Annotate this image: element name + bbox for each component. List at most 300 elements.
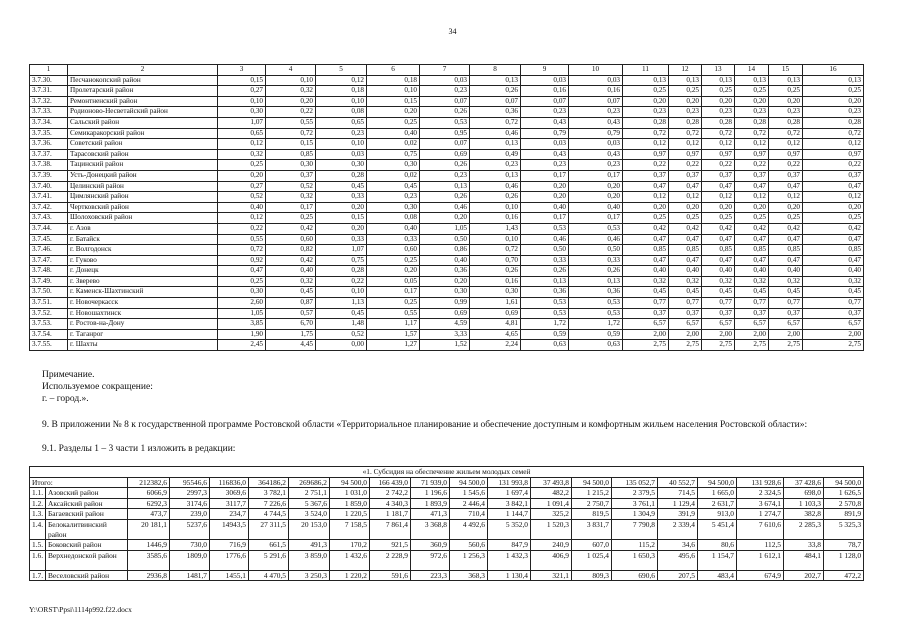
value-cell: 0,72 bbox=[769, 128, 803, 139]
value-cell: 560,6 bbox=[450, 540, 488, 551]
value-cell: 0,32 bbox=[769, 276, 803, 287]
row-number: 3.7.44. bbox=[30, 223, 68, 234]
value-cell: 0,45 bbox=[669, 287, 702, 298]
value-cell: 20 181,1 bbox=[128, 519, 170, 539]
value-cell: 0,40 bbox=[769, 266, 803, 277]
value-cell: 0,42 bbox=[735, 223, 769, 234]
value-cell: 3 761,1 bbox=[612, 498, 658, 509]
value-cell: 78,7 bbox=[824, 540, 864, 551]
value-cell: 0,37 bbox=[623, 170, 669, 181]
value-cell: 0,26 bbox=[521, 266, 569, 277]
value-cell: 0,12 bbox=[702, 192, 735, 203]
value-cell: 0,12 bbox=[623, 139, 669, 150]
value-cell: 0,22 bbox=[702, 160, 735, 171]
value-cell: 0,63 bbox=[521, 340, 569, 351]
value-cell: 0,53 bbox=[569, 223, 623, 234]
value-cell: 0,30 bbox=[218, 107, 266, 118]
row-number: 3.7.55. bbox=[30, 340, 68, 351]
value-cell: 382,8 bbox=[784, 509, 824, 520]
value-cell: 0,47 bbox=[623, 255, 669, 266]
value-cell: 0,30 bbox=[218, 287, 266, 298]
value-cell: 0,20 bbox=[420, 276, 470, 287]
value-cell: 0,20 bbox=[521, 181, 569, 192]
value-cell: 0,53 bbox=[569, 298, 623, 309]
value-cell: 2,75 bbox=[623, 340, 669, 351]
value-cell: 0,26 bbox=[420, 160, 470, 171]
value-cell: 0,40 bbox=[623, 266, 669, 277]
value-cell: 0,33 bbox=[316, 234, 367, 245]
note-abbreviation-label: Используемое сокращение: bbox=[42, 382, 153, 392]
value-cell: 2936,8 bbox=[128, 570, 170, 581]
row-number: 3.7.52. bbox=[30, 308, 68, 319]
value-cell: 0,33 bbox=[316, 192, 367, 203]
column-number: 10 bbox=[569, 65, 623, 76]
value-cell: 0,25 bbox=[218, 160, 266, 171]
district-name: г. Каменск-Шахтинский bbox=[68, 287, 218, 298]
value-cell: 809,3 bbox=[572, 570, 612, 581]
value-cell: 0,32 bbox=[218, 149, 266, 160]
value-cell: 0,12 bbox=[218, 139, 266, 150]
value-cell: 166 439,0 bbox=[370, 477, 411, 488]
value-cell: 0,23 bbox=[470, 160, 521, 171]
value-cell: 0,43 bbox=[521, 149, 569, 160]
value-cell: 3,85 bbox=[218, 319, 266, 330]
value-cell: 0,30 bbox=[470, 287, 521, 298]
value-cell: 0,13 bbox=[803, 75, 864, 86]
value-cell: 1,07 bbox=[218, 117, 266, 128]
district-name: Родионово-Несветайский район bbox=[68, 107, 218, 118]
value-cell: 2,60 bbox=[218, 298, 266, 309]
column-number: 4 bbox=[266, 65, 316, 76]
value-cell: 1 274,7 bbox=[737, 509, 784, 520]
value-cell: 716,9 bbox=[210, 540, 249, 551]
value-cell: 0,87 bbox=[266, 298, 316, 309]
district-name: Песчанокопский район bbox=[68, 75, 218, 86]
value-cell: 0,72 bbox=[669, 128, 702, 139]
value-cell: 0,47 bbox=[702, 181, 735, 192]
value-cell: 0,42 bbox=[623, 223, 669, 234]
value-cell: 0,32 bbox=[623, 276, 669, 287]
value-cell: 20 153,0 bbox=[289, 519, 330, 539]
value-cell: 6,57 bbox=[769, 319, 803, 330]
value-cell: 0,10 bbox=[470, 202, 521, 213]
value-cell: 0,43 bbox=[569, 117, 623, 128]
table-row bbox=[30, 498, 864, 509]
row-number: 3.7.50. bbox=[30, 287, 68, 298]
value-cell: 0,25 bbox=[735, 86, 769, 97]
row-number: 3.7.51. bbox=[30, 298, 68, 309]
value-cell: 0,40 bbox=[735, 266, 769, 277]
value-cell: 0,26 bbox=[420, 192, 470, 203]
value-cell: 0,10 bbox=[367, 86, 420, 97]
value-cell: 2997,3 bbox=[170, 488, 210, 499]
value-cell: 0,15 bbox=[218, 75, 266, 86]
value-cell: 1455,1 bbox=[210, 570, 249, 581]
value-cell: 0,75 bbox=[367, 149, 420, 160]
value-cell: 0,55 bbox=[218, 234, 266, 245]
value-cell: 0,50 bbox=[420, 234, 470, 245]
value-cell: 1776,6 bbox=[210, 550, 249, 570]
value-cell: 0,79 bbox=[521, 128, 569, 139]
value-cell: 0,22 bbox=[769, 160, 803, 171]
value-cell: 1,48 bbox=[316, 319, 367, 330]
district-name: Шолоховский район bbox=[68, 213, 218, 224]
value-cell: 0,72 bbox=[470, 245, 521, 256]
value-cell: 0,25 bbox=[769, 86, 803, 97]
value-cell: 674,9 bbox=[737, 570, 784, 581]
value-cell: 2,24 bbox=[470, 340, 521, 351]
value-cell: 0,25 bbox=[367, 298, 420, 309]
value-cell: 0,50 bbox=[521, 245, 569, 256]
value-cell: 0,13 bbox=[470, 170, 521, 181]
value-cell: 0,30 bbox=[420, 287, 470, 298]
value-cell: 239,0 bbox=[170, 509, 210, 520]
value-cell: 0,17 bbox=[266, 202, 316, 213]
value-cell: 690,6 bbox=[612, 570, 658, 581]
value-cell: 0,42 bbox=[669, 223, 702, 234]
value-cell: 0,46 bbox=[470, 181, 521, 192]
value-cell: 94 500,0 bbox=[450, 477, 488, 488]
value-cell: 0,22 bbox=[623, 160, 669, 171]
value-cell: 0,77 bbox=[735, 298, 769, 309]
value-cell: 0,52 bbox=[266, 181, 316, 192]
value-cell: 0,86 bbox=[420, 245, 470, 256]
value-cell: 0,30 bbox=[367, 160, 420, 171]
value-cell: 0,17 bbox=[521, 213, 569, 224]
table-row bbox=[30, 245, 864, 256]
value-cell: 0,08 bbox=[316, 107, 367, 118]
value-cell: 0,72 bbox=[702, 128, 735, 139]
value-cell: 0,07 bbox=[521, 96, 569, 107]
row-number: 3.7.41. bbox=[30, 192, 68, 203]
value-cell: 0,60 bbox=[266, 234, 316, 245]
value-cell: 0,40 bbox=[266, 266, 316, 277]
value-cell: 0,28 bbox=[316, 266, 367, 277]
value-cell: 0,22 bbox=[266, 107, 316, 118]
value-cell: 37 493,8 bbox=[531, 477, 572, 488]
value-cell: 0,37 bbox=[702, 308, 735, 319]
value-cell: 0,30 bbox=[367, 202, 420, 213]
value-cell: 0,23 bbox=[702, 107, 735, 118]
value-cell: 0,25 bbox=[669, 86, 702, 97]
total-row bbox=[30, 477, 864, 488]
value-cell: 0,13 bbox=[569, 276, 623, 287]
value-cell: 0,20 bbox=[521, 192, 569, 203]
value-cell: 2,75 bbox=[702, 340, 735, 351]
subsidy-table bbox=[29, 466, 864, 581]
value-cell: 0,46 bbox=[420, 202, 470, 213]
table-row bbox=[30, 96, 864, 107]
value-cell: 0,47 bbox=[803, 255, 864, 266]
value-cell: 0,23 bbox=[735, 107, 769, 118]
value-cell: 1 154,7 bbox=[698, 550, 737, 570]
value-cell: 2 631,7 bbox=[698, 498, 737, 509]
value-cell: 698,0 bbox=[784, 488, 824, 499]
value-cell: 3 524,0 bbox=[289, 509, 330, 520]
value-cell: 0,25 bbox=[367, 255, 420, 266]
value-cell: 0,85 bbox=[803, 245, 864, 256]
value-cell: 0,42 bbox=[702, 223, 735, 234]
table-row bbox=[30, 540, 864, 551]
district-name: Тацинский район bbox=[68, 160, 218, 171]
column-number: 8 bbox=[470, 65, 521, 76]
row-number: 1.6. bbox=[30, 550, 46, 570]
value-cell: 661,5 bbox=[249, 540, 289, 551]
value-cell: 0,22 bbox=[735, 160, 769, 171]
value-cell: 0,97 bbox=[735, 149, 769, 160]
table-row bbox=[30, 128, 864, 139]
table-row bbox=[30, 75, 864, 86]
value-cell: 325,2 bbox=[531, 509, 572, 520]
value-cell: 0,13 bbox=[702, 75, 735, 86]
value-cell: 0,42 bbox=[769, 223, 803, 234]
value-cell: 471,3 bbox=[411, 509, 450, 520]
file-path-footer: Y:\ORST\Ppsi\1114p992.f22.docx bbox=[29, 605, 132, 614]
row-number: 3.7.48. bbox=[30, 266, 68, 277]
value-cell: 0,02 bbox=[367, 170, 420, 181]
value-cell: 0,03 bbox=[569, 139, 623, 150]
value-cell: 0,20 bbox=[735, 96, 769, 107]
value-cell: 484,1 bbox=[784, 550, 824, 570]
value-cell: 207,5 bbox=[658, 570, 698, 581]
value-cell: 3 782,1 bbox=[249, 488, 289, 499]
value-cell: 0,23 bbox=[521, 107, 569, 118]
value-cell: 1 220,5 bbox=[330, 509, 370, 520]
value-cell: 0,20 bbox=[769, 202, 803, 213]
value-cell: 0,26 bbox=[470, 86, 521, 97]
table-header-row bbox=[30, 65, 864, 76]
value-cell: 0,47 bbox=[769, 181, 803, 192]
district-name: Семикаракорский район bbox=[68, 128, 218, 139]
value-cell: 0,23 bbox=[803, 107, 864, 118]
value-cell: 0,45 bbox=[803, 287, 864, 298]
district-name: Азовский район bbox=[46, 488, 128, 499]
row-number: 3.7.35. bbox=[30, 128, 68, 139]
value-cell: 1 144,7 bbox=[488, 509, 531, 520]
value-cell: 2,45 bbox=[218, 340, 266, 351]
value-cell: 6066,9 bbox=[128, 488, 170, 499]
value-cell: 131 993,8 bbox=[488, 477, 531, 488]
value-cell: 0,25 bbox=[769, 213, 803, 224]
district-name: г. Батайск bbox=[68, 234, 218, 245]
value-cell: 2,00 bbox=[769, 329, 803, 340]
value-cell: 0,33 bbox=[367, 234, 420, 245]
table-row bbox=[30, 308, 864, 319]
value-cell: 7 158,5 bbox=[330, 519, 370, 539]
value-cell: 0,53 bbox=[521, 223, 569, 234]
value-cell: 4 470,5 bbox=[249, 570, 289, 581]
value-cell: 6,57 bbox=[623, 319, 669, 330]
value-cell: 0,47 bbox=[769, 234, 803, 245]
value-cell: 0,18 bbox=[316, 86, 367, 97]
value-cell: 0,13 bbox=[420, 181, 470, 192]
value-cell: 6,57 bbox=[669, 319, 702, 330]
value-cell: 0,17 bbox=[521, 170, 569, 181]
value-cell: 0,23 bbox=[420, 170, 470, 181]
table-row bbox=[30, 223, 864, 234]
value-cell: 0,23 bbox=[569, 160, 623, 171]
district-name: г. Новочеркасск bbox=[68, 298, 218, 309]
value-cell: 0,16 bbox=[470, 213, 521, 224]
value-cell: 4 340,3 bbox=[370, 498, 411, 509]
district-name: г. Ростов-на-Дону bbox=[68, 319, 218, 330]
row-number: 3.7.49. bbox=[30, 276, 68, 287]
row-number: 1.1. bbox=[30, 488, 46, 499]
column-number: 7 bbox=[420, 65, 470, 76]
value-cell: 0,72 bbox=[218, 245, 266, 256]
value-cell: 0,55 bbox=[266, 117, 316, 128]
value-cell: 40 552,7 bbox=[658, 477, 698, 488]
value-cell: 5 451,4 bbox=[698, 519, 737, 539]
value-cell: 0,25 bbox=[735, 213, 769, 224]
value-cell: 0,53 bbox=[569, 308, 623, 319]
value-cell: 0,40 bbox=[569, 202, 623, 213]
column-number: 11 bbox=[623, 65, 669, 76]
value-cell: 0,40 bbox=[521, 202, 569, 213]
value-cell: 921,5 bbox=[370, 540, 411, 551]
table-row bbox=[30, 170, 864, 181]
value-cell: 0,47 bbox=[702, 255, 735, 266]
value-cell: 5 291,6 bbox=[249, 550, 289, 570]
value-cell: 3 859,0 bbox=[289, 550, 330, 570]
value-cell: 0,45 bbox=[266, 287, 316, 298]
value-cell: 2 324,5 bbox=[737, 488, 784, 499]
district-name: г. Волгодонск bbox=[68, 245, 218, 256]
value-cell: 482,2 bbox=[531, 488, 572, 499]
value-cell: 0,85 bbox=[623, 245, 669, 256]
value-cell: 0,12 bbox=[218, 213, 266, 224]
value-cell: 94 500,0 bbox=[572, 477, 612, 488]
table-row bbox=[30, 298, 864, 309]
value-cell: 0,37 bbox=[266, 170, 316, 181]
value-cell: 0,92 bbox=[218, 255, 266, 266]
coefficients-table bbox=[29, 64, 864, 351]
value-cell: 0,57 bbox=[266, 308, 316, 319]
value-cell: 0,20 bbox=[669, 96, 702, 107]
table-row bbox=[30, 287, 864, 298]
value-cell: 0,28 bbox=[769, 117, 803, 128]
value-cell: 0,37 bbox=[669, 308, 702, 319]
value-cell: 4 744,5 bbox=[249, 509, 289, 520]
value-cell: 321,1 bbox=[531, 570, 572, 581]
value-cell: 0,20 bbox=[569, 192, 623, 203]
district-name: г. Гуково bbox=[68, 255, 218, 266]
district-name: Сальский район bbox=[68, 117, 218, 128]
value-cell: 0,97 bbox=[669, 149, 702, 160]
value-cell: 27 311,5 bbox=[249, 519, 289, 539]
value-cell: 364186,2 bbox=[249, 477, 289, 488]
value-cell: 0,20 bbox=[702, 96, 735, 107]
value-cell: 0,26 bbox=[420, 107, 470, 118]
column-number: 15 bbox=[769, 65, 803, 76]
value-cell: 0,46 bbox=[521, 234, 569, 245]
value-cell: 1,27 bbox=[367, 340, 420, 351]
value-cell: 4,45 bbox=[266, 340, 316, 351]
table-row bbox=[30, 340, 864, 351]
table-row bbox=[30, 519, 864, 539]
value-cell: 0,45 bbox=[735, 287, 769, 298]
column-number: 3 bbox=[218, 65, 266, 76]
value-cell: 0,47 bbox=[669, 255, 702, 266]
district-name: Веселовский район bbox=[46, 570, 128, 581]
value-cell: 0,52 bbox=[316, 329, 367, 340]
column-number: 12 bbox=[669, 65, 702, 76]
value-cell: 0,72 bbox=[735, 128, 769, 139]
value-cell: 0,25 bbox=[266, 213, 316, 224]
value-cell: 0,20 bbox=[769, 96, 803, 107]
district-name: Пролетарский район bbox=[68, 86, 218, 97]
value-cell: 0,32 bbox=[669, 276, 702, 287]
value-cell: 0,28 bbox=[316, 170, 367, 181]
amendment-paragraph: 9. В приложении № 8 к государственной программе Ростовской области «Территориальное планирование и обеспечение доступным и комфортным жильем населения Ростовской области»: bbox=[42, 420, 808, 430]
value-cell: 0,05 bbox=[367, 276, 420, 287]
value-cell: 0,46 bbox=[569, 234, 623, 245]
value-cell: 0,28 bbox=[669, 117, 702, 128]
row-number: 3.7.46. bbox=[30, 245, 68, 256]
value-cell: 0,37 bbox=[803, 170, 864, 181]
value-cell: 0,36 bbox=[470, 107, 521, 118]
value-cell: 0,25 bbox=[702, 86, 735, 97]
value-cell: 2,00 bbox=[702, 329, 735, 340]
value-cell: 0,30 bbox=[266, 160, 316, 171]
value-cell: 0,12 bbox=[316, 75, 367, 86]
value-cell: 0,85 bbox=[769, 245, 803, 256]
value-cell: 0,23 bbox=[367, 192, 420, 203]
value-cell: 7 226,6 bbox=[249, 498, 289, 509]
value-cell: 131 928,6 bbox=[737, 477, 784, 488]
value-cell: 0,26 bbox=[470, 266, 521, 277]
value-cell: 607,0 bbox=[572, 540, 612, 551]
value-cell: 0,85 bbox=[735, 245, 769, 256]
row-number: 3.7.40. bbox=[30, 181, 68, 192]
value-cell: 0,23 bbox=[669, 107, 702, 118]
value-cell: 0,37 bbox=[803, 308, 864, 319]
value-cell: 0,27 bbox=[218, 86, 266, 97]
value-cell: 0,25 bbox=[623, 213, 669, 224]
value-cell: 0,30 bbox=[316, 160, 367, 171]
row-number: 3.7.33. bbox=[30, 107, 68, 118]
value-cell: 0,12 bbox=[702, 139, 735, 150]
value-cell: 0,03 bbox=[420, 75, 470, 86]
district-name: Цимлянский район bbox=[68, 192, 218, 203]
row-number: 3.7.47. bbox=[30, 255, 68, 266]
value-cell: 1 128,0 bbox=[824, 550, 864, 570]
value-cell: 0,37 bbox=[769, 170, 803, 181]
value-cell: 0,12 bbox=[735, 192, 769, 203]
value-cell: 1,17 bbox=[367, 319, 420, 330]
value-cell: 0,12 bbox=[803, 192, 864, 203]
value-cell: 0,10 bbox=[218, 96, 266, 107]
value-cell: 0,45 bbox=[316, 181, 367, 192]
value-cell: 2 285,3 bbox=[784, 519, 824, 539]
value-cell: 1,05 bbox=[218, 308, 266, 319]
value-cell: 0,32 bbox=[702, 276, 735, 287]
table-row bbox=[30, 213, 864, 224]
row-number: 3.7.37. bbox=[30, 149, 68, 160]
value-cell: 0,03 bbox=[316, 149, 367, 160]
value-cell: 2,75 bbox=[669, 340, 702, 351]
value-cell: 223,3 bbox=[411, 570, 450, 581]
table-row bbox=[30, 234, 864, 245]
value-cell: 0,03 bbox=[521, 75, 569, 86]
district-name: Белокалитвинский район bbox=[46, 519, 128, 539]
value-cell: 37 428,6 bbox=[784, 477, 824, 488]
value-cell: 0,45 bbox=[367, 181, 420, 192]
value-cell: 4 492,6 bbox=[450, 519, 488, 539]
value-cell: 0,25 bbox=[702, 213, 735, 224]
value-cell: 1 129,4 bbox=[658, 498, 698, 509]
value-cell: 1,72 bbox=[521, 319, 569, 330]
